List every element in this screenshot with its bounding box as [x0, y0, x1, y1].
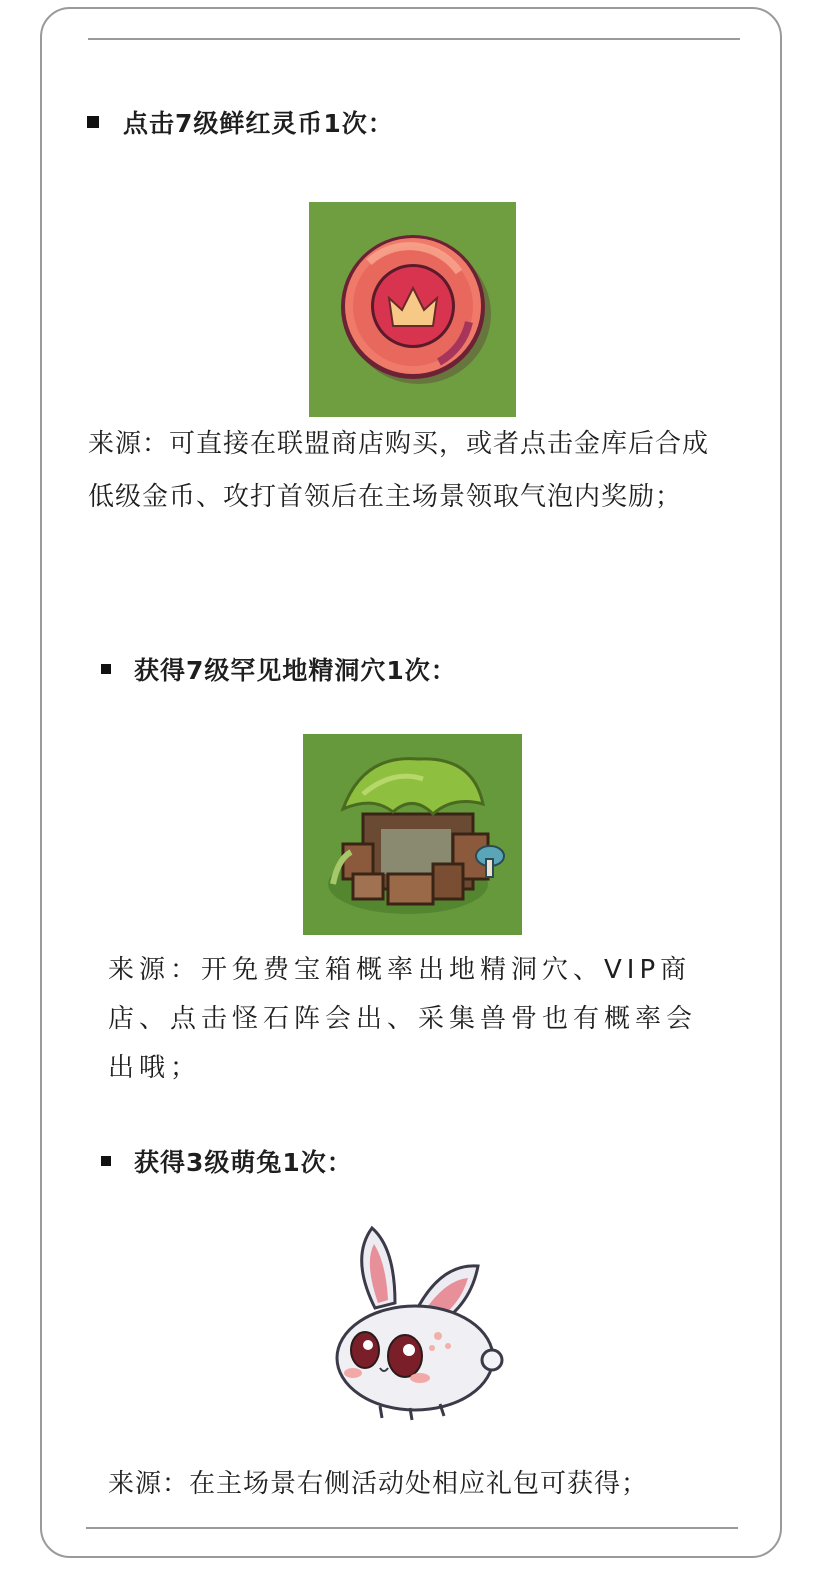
- source-text-cave: 来源：开免费宝箱概率出地精洞穴、VIP商店、点击怪石阵会出、采集兽骨也有概率会出哦；: [108, 955, 698, 1083]
- heading-text: 点击7级鲜红灵币1次：: [123, 109, 394, 138]
- bullet-icon: [101, 1156, 111, 1166]
- heading-text: 获得3级萌兔1次：: [134, 1148, 353, 1177]
- bullet-icon: [101, 664, 111, 674]
- heading-text: 获得7级罕见地精洞穴1次：: [134, 656, 457, 685]
- bullet-icon: [87, 116, 99, 128]
- goblin-cave-icon: [303, 734, 522, 935]
- item-heading-cave: [101, 651, 457, 687]
- item-heading-bunny: [101, 1143, 353, 1179]
- item-heading-coin: [87, 104, 394, 140]
- red-coin-icon: [309, 202, 516, 417]
- source-text-bunny: 来源：在主场景右侧活动处相应礼包可获得；: [108, 1469, 649, 1499]
- top-divider: [88, 38, 740, 40]
- bottom-divider: [86, 1527, 738, 1529]
- cute-bunny-icon: [320, 1218, 510, 1423]
- source-text-coin: 来源：可直接在联盟商店购买，或者点击金库后合成低级金币、攻打首领后在主场景领取气泡内奖励；: [88, 429, 710, 512]
